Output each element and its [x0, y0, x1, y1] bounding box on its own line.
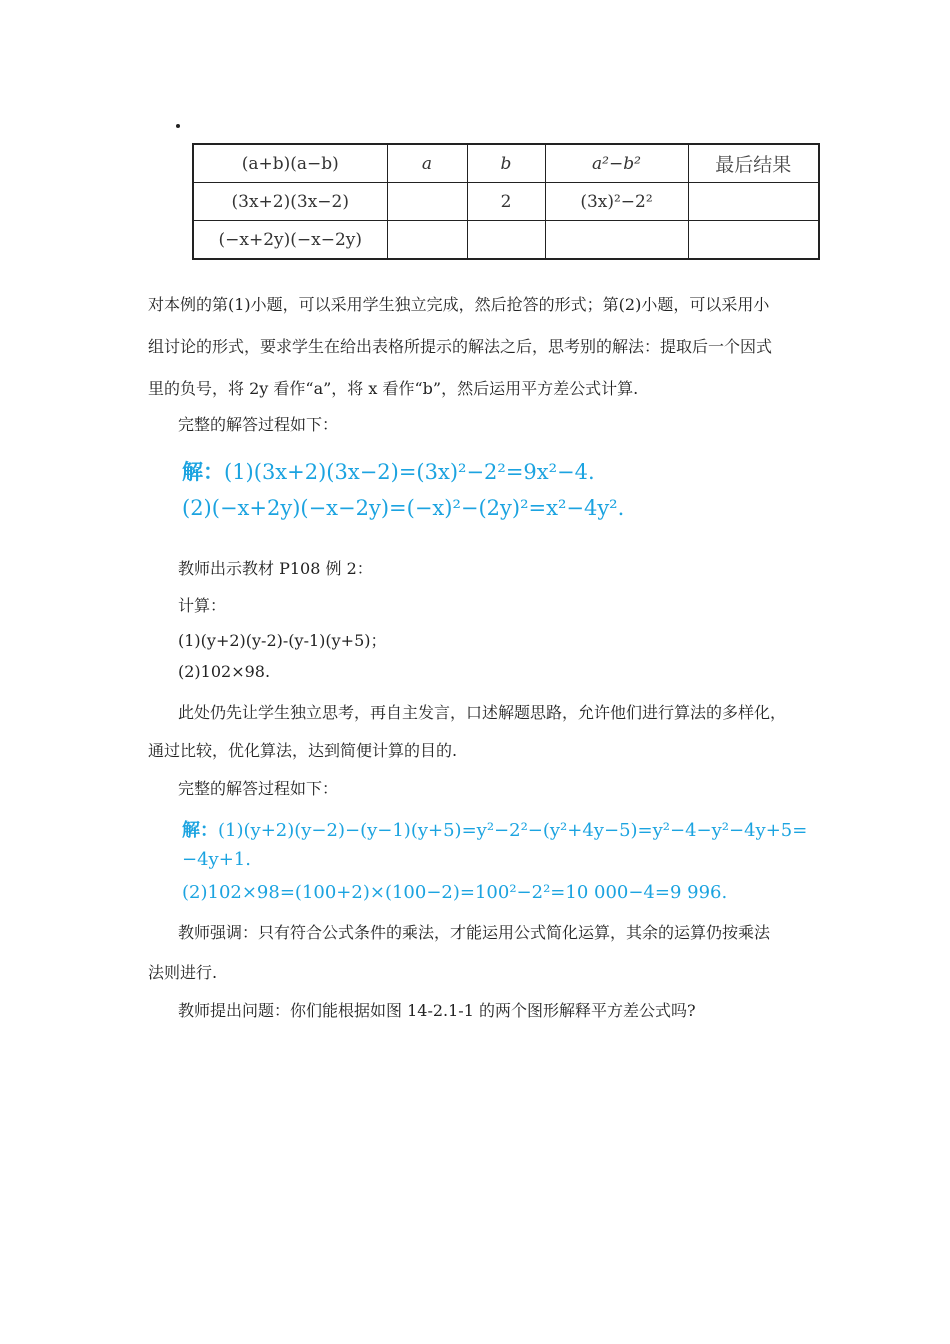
table-cell — [545, 221, 688, 260]
table-cell: a²−b² — [545, 144, 688, 183]
paragraph-line: 此处仍先让学生独立思考，再自主发言，口述解题思路，允许他们进行算法的多样化， — [178, 703, 787, 722]
paragraph-line: 通过比较，优化算法，达到简便计算的目的. — [148, 741, 458, 760]
table-cell — [467, 221, 545, 260]
table-cell — [387, 183, 467, 221]
table-cell: (−x+2y)(−x−2y) — [193, 221, 387, 260]
table-header-row — [193, 144, 819, 183]
answer-label: 解： — [182, 460, 224, 484]
table-cell: b — [467, 144, 545, 183]
table-row — [193, 183, 819, 221]
paragraph-line: (2)102×98. — [178, 662, 271, 681]
table-row — [193, 221, 819, 260]
paragraph-line: (1)(y+2)(y-2)-(y-1)(y+5)； — [178, 631, 387, 650]
paragraph-line: 里的负号，将 2y 看作“a”，将 x 看作“b”，然后运用平方差公式计算. — [148, 379, 639, 398]
table-cell: 2 — [467, 183, 545, 221]
answer-line — [182, 816, 807, 842]
paragraph-line: 组讨论的形式，要求学生在给出表格所提示的解法之后，思考别的解法：提取后一个因式 — [148, 337, 773, 356]
answer-text: (1)(3x+2)(3x−2)=(3x)²−2²=9x²−4. — [224, 460, 595, 484]
table-cell — [688, 221, 819, 260]
table-cell: 最后结果 — [688, 144, 819, 183]
paragraph-line: 完整的解答过程如下： — [178, 779, 339, 798]
answer-line — [182, 456, 595, 486]
answer-text: (1)(y+2)(y−2)−(y−1)(y+5)=y²−2²−(y²+4y−5)=y²−4−y²−4y+5= — [218, 820, 808, 841]
paragraph-line: 法则进行. — [148, 963, 218, 982]
table-cell: (3x)²−2² — [545, 183, 688, 221]
table-cell: (3x+2)(3x−2) — [193, 183, 387, 221]
paragraph-line: 教师提出问题：你们能根据如图 14-2.1-1 的两个图形解释平方差公式吗? — [178, 1001, 696, 1020]
table-cell — [387, 221, 467, 260]
table-cell — [688, 183, 819, 221]
formula-table — [192, 143, 820, 260]
paragraph-line: 计算： — [178, 596, 227, 615]
paragraph-line: 对本例的第(1)小题，可以采用学生独立完成，然后抢答的形式；第(2)小题，可以采用小 — [148, 295, 770, 314]
paragraph-line: 完整的解答过程如下： — [178, 415, 339, 434]
answer-label: 解： — [182, 820, 218, 841]
answer-line: −4y+1. — [182, 849, 251, 870]
answer-line: (2)(−x+2y)(−x−2y)=(−x)²−(2y)²=x²−4y². — [182, 496, 625, 520]
table-cell: (a+b)(a−b) — [193, 144, 387, 183]
bullet-dot — [176, 124, 180, 128]
table-cell: a — [387, 144, 467, 183]
paragraph-line: 教师出示教材 P108 例 2： — [178, 559, 373, 578]
paragraph-line: 教师强调：只有符合公式条件的乘法，才能运用公式简化运算，其余的运算仍按乘法 — [178, 923, 771, 942]
answer-line: (2)102×98=(100+2)×(100−2)=100²−2²=10 000−4=9 996. — [182, 882, 728, 903]
